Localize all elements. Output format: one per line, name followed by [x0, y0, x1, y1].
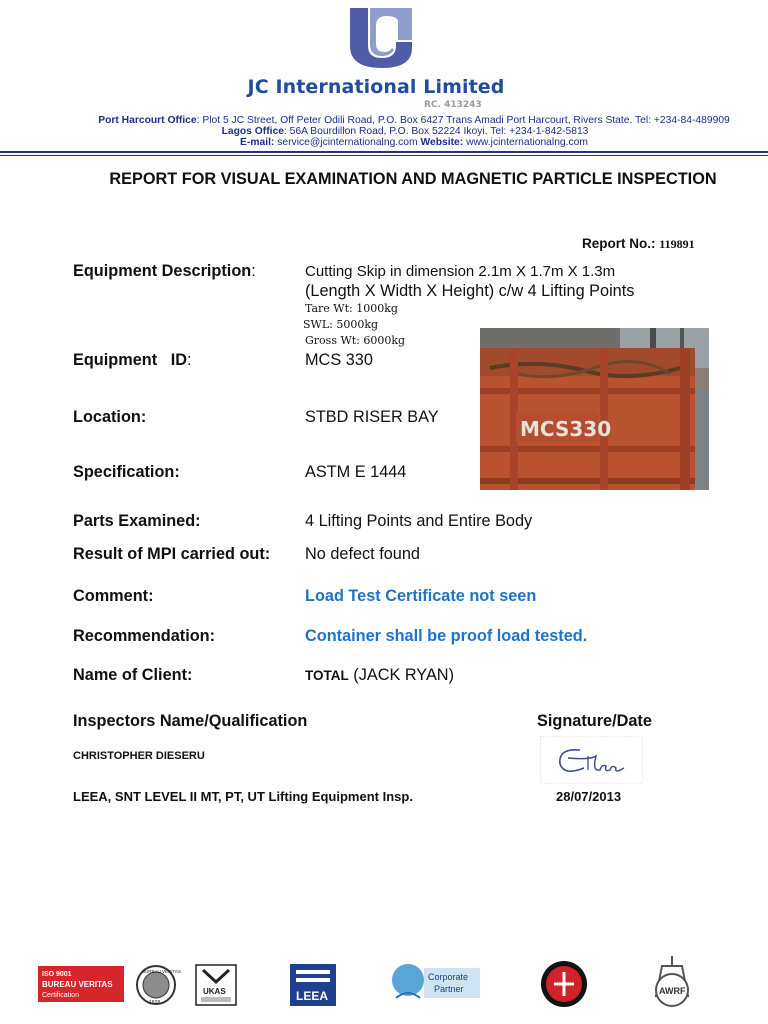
lagos-office-text: : 56A Bourdillon Road, P.O. Box 52224 Ikoyi. Tel: +234-1-842-5813 — [283, 126, 589, 137]
report-number — [582, 236, 695, 252]
email-label: E-mail: — [240, 137, 275, 148]
header-divider — [0, 151, 768, 153]
inspector-signature — [540, 736, 643, 784]
awrf-logo — [648, 952, 696, 1012]
mpi-result-value: No defect found — [305, 545, 420, 563]
svg-text:Corporate: Corporate — [428, 972, 469, 982]
company-logo — [346, 6, 416, 70]
svg-text:LEEA: LEEA — [296, 989, 329, 1003]
photo-stencil-text: MCS330 — [520, 417, 612, 441]
location-label: Location: — [73, 408, 147, 426]
equipment-description-line2: (Length X Width X Height) c/w 4 Lifting Points — [305, 282, 635, 300]
signature-date: 28/07/2013 — [556, 789, 622, 804]
inspectors-heading: Inspectors Name/Qualification — [73, 712, 308, 730]
report-title: REPORT FOR VISUAL EXAMINATION AND MAGNETIC PARTICLE INSPECTION — [109, 170, 717, 188]
svg-text:Partner: Partner — [434, 984, 464, 994]
svg-text:UKAS: UKAS — [203, 987, 226, 996]
report-no-value: 119891 — [659, 237, 695, 251]
corporate-partner-logo — [390, 958, 482, 1006]
recommendation-label: Recommendation: — [73, 627, 216, 645]
port-harcourt-address — [0, 115, 768, 126]
email-value[interactable]: service@jcinternationalng.com — [274, 137, 421, 148]
equipment-photo — [480, 328, 709, 490]
specification-value: ASTM E 1444 — [305, 463, 407, 481]
mpi-result-label: Result of MPI carried out: — [73, 545, 271, 563]
parts-examined-value: 4 Lifting Points and Entire Body — [305, 512, 533, 530]
equipment-description-line1: Cutting Skip in dimension 2.1m X 1.7m X 1.3m — [305, 263, 616, 280]
bureau-veritas-logo — [38, 964, 194, 1006]
svg-text:Certification: Certification — [42, 992, 79, 999]
website-label: Website: — [420, 137, 464, 148]
parts-examined-label: Parts Examined: — [73, 512, 201, 530]
ph-office-text: : Plot 5 JC Street, Off Peter Odili Road, P.O. Box 6427 Trans Amadi Port Harcourt, Rivers State. Tel: +234-84-489909 — [196, 115, 730, 126]
header-divider-thin — [0, 155, 768, 156]
client-value — [305, 666, 454, 685]
svg-text:1828: 1828 — [149, 1000, 161, 1006]
ukas-logo — [195, 964, 237, 1006]
client-company: TOTAL — [305, 668, 349, 683]
lagos-address — [0, 126, 768, 137]
location-value: STBD RISER BAY — [305, 408, 439, 426]
tare-weight: Tare Wt: 1000kg — [305, 302, 398, 315]
client-person: (JACK RYAN) — [348, 666, 454, 684]
inspector-qualification: LEEA, SNT LEVEL II MT, PT, UT Lifting Equipment Insp. — [73, 789, 413, 804]
leea-logo — [290, 964, 336, 1006]
inspector-name: CHRISTOPHER DIESERU — [73, 750, 205, 762]
gross-weight: Gross Wt: 6000kg — [305, 334, 406, 347]
contact-line — [0, 137, 768, 148]
comment-label: Comment: — [73, 587, 154, 605]
comment-value: Load Test Certificate not seen — [305, 587, 537, 605]
ndt-association-logo — [538, 960, 590, 1008]
equipment-description-label: Equipment Description: — [73, 262, 256, 280]
registration-number: RC. 413243 — [424, 100, 482, 110]
ph-office-label: Port Harcourt Office — [98, 115, 197, 126]
swl: SWL: 5000kg — [303, 318, 379, 331]
specification-label: Specification: — [73, 463, 180, 481]
svg-text:ISO 9001: ISO 9001 — [42, 971, 72, 978]
equipment-id-value: MCS 330 — [305, 351, 373, 369]
company-name: JC International Limited — [247, 76, 505, 98]
signature-date-heading: Signature/Date — [537, 712, 652, 730]
svg-text:AWRF: AWRF — [659, 986, 686, 996]
lagos-office-label: Lagos Office — [221, 126, 284, 137]
svg-text:BUREAU VERITAS: BUREAU VERITAS — [142, 969, 181, 974]
equipment-id-label: Equipment ID: — [73, 351, 192, 369]
svg-text:BUREAU VERITAS: BUREAU VERITAS — [42, 980, 113, 989]
recommendation-value: Container shall be proof load tested. — [305, 627, 588, 645]
website-value[interactable]: www.jcinternationalng.com — [463, 137, 588, 148]
report-no-label: Report No.: — [582, 236, 656, 251]
client-label: Name of Client: — [73, 666, 193, 684]
